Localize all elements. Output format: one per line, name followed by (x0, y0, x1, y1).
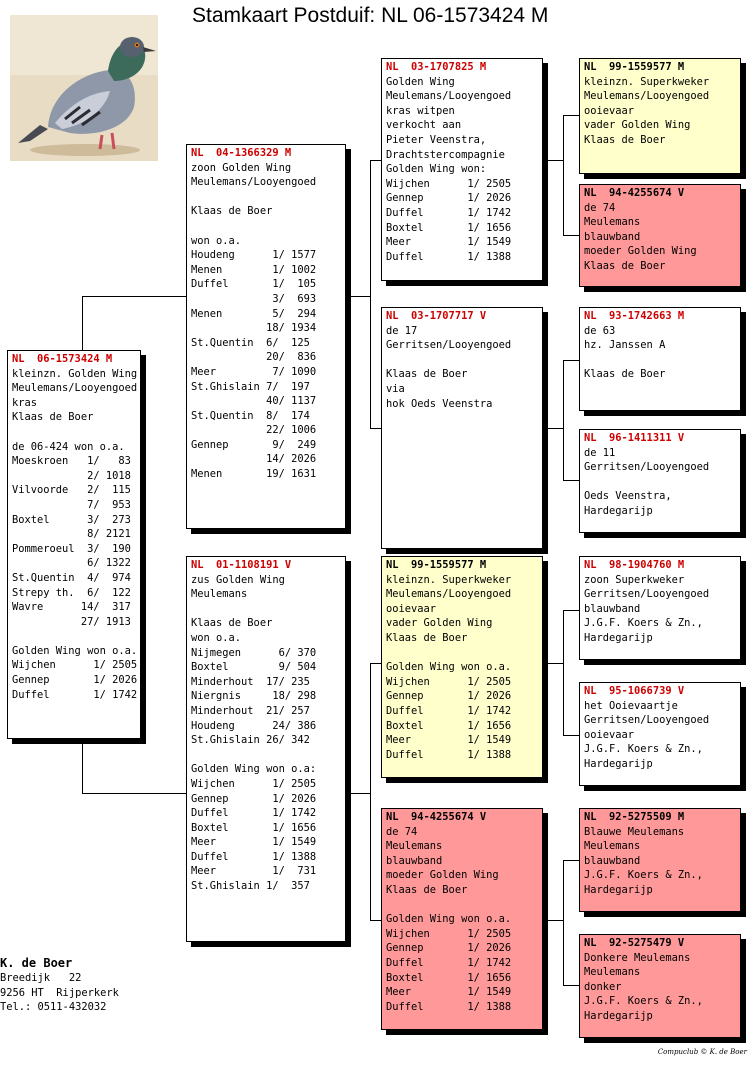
pedigree-line: 22/ 1006 (191, 424, 317, 437)
owner-street: Breedijk 22 (0, 972, 82, 984)
pigeon-ring-number: NL 03-1707717 V (386, 310, 487, 322)
pedigree-line: de 06-424 won o.a. (12, 440, 125, 453)
pedigree-line: donker (584, 980, 622, 993)
pedigree-line: via (386, 382, 405, 395)
pedigree-line: Klaas de Boer (191, 205, 273, 218)
pedigree-line: 14/ 2026 (191, 453, 317, 466)
maternal-grandmother-card (381, 808, 543, 1030)
connector-line (547, 428, 563, 429)
pedigree-line: Boxtel 1/ 1656 (386, 221, 512, 234)
pedigree-line: Donkere Meulemans (584, 951, 691, 964)
pedigree-line: zoon Superkweker (584, 573, 685, 586)
pedigree-line: Meulemans/Looyengoed (386, 90, 512, 103)
pedigree-line: won o.a. (191, 234, 242, 247)
connector-line (547, 920, 563, 921)
pedigree-line: Meer 1/ 1549 (386, 734, 512, 747)
pedigree-line: Gerritsen/Looyengoed (584, 461, 710, 474)
pedigree-line: Drachtstercompagnie (386, 148, 505, 161)
pedigree-line: Golden Wing won o.a. (386, 913, 512, 926)
great-grandparent-card-2 (579, 184, 741, 287)
pedigree-line: Meer 1/ 1549 (386, 986, 512, 999)
pedigree-line: Houdeng 24/ 386 (191, 719, 317, 732)
pedigree-line: hz. Janssen A (584, 339, 666, 352)
pedigree-line: Houdeng 1/ 1577 (191, 249, 317, 262)
pedigree-line: moeder Golden Wing (584, 245, 697, 258)
pedigree-line: Pieter Veenstra, (386, 133, 487, 146)
connector-line (563, 985, 580, 986)
pedigree-line: Gerritsen/Looyengoed (584, 714, 710, 727)
pedigree-line: Duffel 1/ 1388 (386, 250, 512, 263)
pedigree-line: 8/ 2121 (12, 528, 131, 541)
pedigree-line: Wijchen 1/ 2505 (12, 659, 138, 672)
pedigree-line: Nijmegen 6/ 370 (191, 646, 317, 659)
pedigree-line: Duffel 1/ 1388 (386, 1000, 512, 1013)
connector-line (82, 793, 187, 794)
great-grandparent-card-5 (579, 556, 741, 660)
pedigree-line: Oeds Veenstra, (584, 490, 672, 503)
pedigree-line: Gerritsen/Looyengoed (386, 339, 512, 352)
pedigree-line: Moeskroen 1/ 83 (12, 455, 131, 468)
pedigree-line: 40/ 1137 (191, 395, 317, 408)
pedigree-line: 20/ 836 (191, 351, 317, 364)
pedigree-line: Klaas de Boer (584, 368, 666, 381)
pedigree-line: Golden Wing won: (386, 163, 487, 176)
pedigree-line: Meulemans (191, 588, 248, 601)
pedigree-line: Meulemans (386, 840, 443, 853)
connector-line (563, 360, 580, 361)
pedigree-line: verkocht aan (386, 119, 462, 132)
pedigree-line: J.G.F. Koers & Zn., (584, 743, 703, 756)
pedigree-line: St.Quentin 6/ 125 (191, 336, 310, 349)
pedigree-line (386, 898, 538, 913)
pedigree-line: Klaas de Boer (386, 631, 468, 644)
pedigree-line: Blauwe Meulemans (584, 825, 685, 838)
pigeon-ring-number: NL 96-1411311 V (584, 432, 685, 444)
pedigree-line: Gennep 1/ 2026 (386, 942, 512, 955)
pedigree-line: Strepy th. 6/ 122 (12, 586, 131, 599)
page-title: Stamkaart Postduif: NL 06-1573424 M (192, 4, 549, 27)
pedigree-line: Minderhout 21/ 257 (191, 704, 310, 717)
pedigree-line: won o.a. (191, 631, 242, 644)
pedigree-line: Wijchen 1/ 2505 (191, 777, 317, 790)
pedigree-line: blauwband (584, 230, 641, 243)
pedigree-line: kleinzn. Superkweker (386, 573, 512, 586)
pedigree-line (191, 190, 341, 205)
connector-line (82, 739, 83, 793)
owner-phone: Tel.: 0511-432032 (0, 1001, 107, 1014)
pedigree-line: 3/ 693 (191, 292, 317, 305)
pigeon-photo (10, 15, 158, 161)
pedigree-line: Meulemans/Looyengoed (191, 176, 317, 189)
pedigree-line: Meulemans/Looyengoed (584, 90, 710, 103)
pigeon-ring-number: NL 94-4255674 V (584, 187, 685, 199)
pedigree-line: Vilvoorde 2/ 115 (12, 484, 131, 497)
pedigree-line: Boxtel 1/ 1656 (386, 719, 512, 732)
pedigree-line: Gennep 1/ 2026 (386, 690, 512, 703)
pedigree-line: Meer 1/ 1549 (386, 236, 512, 249)
pedigree-line: Klaas de Boer (584, 133, 666, 146)
pedigree-line: Hardegarijp (584, 631, 653, 644)
pedigree-line: Wijchen 1/ 2505 (386, 675, 512, 688)
connector-line (563, 115, 564, 235)
connector-line (563, 235, 580, 236)
pedigree-line: 27/ 1913 (12, 615, 131, 628)
pedigree-line: Pommeroeul 3/ 190 (12, 542, 131, 555)
pedigree-line (191, 748, 341, 763)
pedigree-line (386, 646, 538, 661)
footer-credit: Compuclub © K. de Boer (657, 1048, 747, 1056)
pedigree-line: Meer 1/ 731 (191, 865, 317, 878)
pedigree-line: St.Ghislain 26/ 342 (191, 734, 310, 747)
pedigree-line: Golden Wing won o.a: (191, 763, 317, 776)
pedigree-line: St.Ghislain 1/ 357 (191, 880, 310, 893)
connector-line (547, 663, 563, 664)
pigeon-ring-number: NL 93-1742663 M (584, 310, 685, 322)
pedigree-line: Gennep 9/ 249 (191, 438, 317, 451)
pedigree-line: kleinzn. Superkweker (584, 75, 710, 88)
pedigree-line: Gennep 1/ 2026 (12, 674, 138, 687)
maternal-grandfather-card (381, 556, 543, 778)
paternal-grandmother-card (381, 307, 543, 549)
connector-line (563, 735, 580, 736)
pedigree-line: J.G.F. Koers & Zn., (584, 995, 703, 1008)
pedigree-line: Duffel 1/ 1742 (12, 688, 138, 701)
connector-line (563, 115, 580, 116)
connector-line (370, 160, 371, 428)
connector-line (370, 663, 371, 920)
pedigree-line: blauwband (386, 854, 443, 867)
pedigree-line: Menen 5/ 294 (191, 307, 317, 320)
pedigree-line: moeder Golden Wing (386, 869, 499, 882)
pedigree-line: Klaas de Boer (12, 411, 94, 424)
pedigree-line: de 17 (386, 324, 418, 337)
pigeon-ring-number: NL 01-1108191 V (191, 559, 292, 571)
pigeon-ring-number: NL 99-1559577 M (584, 61, 685, 73)
pedigree-line: vader Golden Wing (386, 617, 493, 630)
pedigree-line: Hardegarijp (584, 883, 653, 896)
pedigree-line: Gennep 1/ 2026 (386, 192, 512, 205)
pedigree-line: kras (12, 396, 38, 409)
great-grandparent-card-3 (579, 307, 741, 411)
pedigree-line: Hardegarijp (584, 1009, 653, 1022)
pedigree-line: Duffel 1/ 1742 (191, 807, 317, 820)
pedigree-line: kras witpen (386, 104, 455, 117)
owner-name: K. de Boer (0, 956, 73, 970)
connector-line (547, 160, 563, 161)
pedigree-line: Meulemans/Looyengoed (12, 382, 138, 395)
pedigree-line: Klaas de Boer (386, 368, 468, 381)
pedigree-line: Menen 19/ 1631 (191, 468, 317, 481)
pedigree-line: Hardegarijp (584, 757, 653, 770)
connector-line (351, 296, 370, 297)
pedigree-line (584, 475, 736, 490)
pedigree-line: Meulemans (584, 966, 641, 979)
pedigree-line: Boxtel 1/ 1656 (191, 821, 317, 834)
pedigree-line: Duffel 1/ 1388 (386, 748, 512, 761)
great-grandparent-card-4 (579, 429, 741, 533)
connector-line (563, 360, 564, 480)
pedigree-line (191, 219, 341, 234)
pedigree-line: kleinzn. Golden Wing (12, 367, 138, 380)
pigeon-ring-number: NL 92-5275509 M (584, 811, 685, 823)
pigeon-ring-number: NL 99-1559577 M (386, 559, 487, 571)
pedigree-line: Niergnis 18/ 298 (191, 690, 317, 703)
pedigree-line: St.Quentin 4/ 974 (12, 571, 131, 584)
pedigree-line: Duffel 1/ 1742 (386, 956, 512, 969)
pedigree-line: Meulemans (584, 216, 641, 229)
pedigree-line: Golden Wing (386, 75, 455, 88)
pedigree-line: Wavre 14/ 317 (12, 601, 131, 614)
pigeon-ring-number: NL 06-1573424 M (12, 353, 113, 365)
pedigree-line: J.G.F. Koers & Zn., (584, 617, 703, 630)
great-grandparent-card-6 (579, 682, 741, 786)
pedigree-line: het Ooievaartje (584, 699, 678, 712)
pedigree-line: Boxtel 1/ 1656 (386, 971, 512, 984)
pedigree-line: ooievaar (584, 728, 635, 741)
pedigree-line: Boxtel 3/ 273 (12, 513, 131, 526)
pedigree-line (191, 602, 341, 617)
pigeon-ring-number: NL 94-4255674 V (386, 811, 487, 823)
mother-card (186, 556, 346, 942)
connector-line (563, 860, 564, 985)
great-grandparent-card-7 (579, 808, 741, 912)
pedigree-line: 18/ 1934 (191, 322, 317, 335)
connector-line (563, 860, 580, 861)
pedigree-line: J.G.F. Koers & Zn., (584, 869, 703, 882)
pedigree-line: 7/ 953 (12, 498, 131, 511)
father-card (186, 144, 346, 529)
pedigree-line (12, 629, 136, 644)
pedigree-line (584, 353, 736, 368)
pedigree-line: de 74 (584, 201, 616, 214)
pigeon-ring-number: NL 98-1904760 M (584, 559, 685, 571)
pedigree-line: ooievaar (386, 602, 437, 615)
pigeon-ring-number: NL 04-1366329 M (191, 147, 292, 159)
pedigree-line: blauwband (584, 602, 641, 615)
pedigree-line: Wijchen 1/ 2505 (386, 927, 512, 940)
great-grandparent-card-8 (579, 934, 741, 1038)
connector-line (563, 610, 580, 611)
paternal-grandfather-card (381, 58, 543, 281)
pedigree-line: St.Quentin 8/ 174 (191, 409, 310, 422)
pedigree-line: zoon Golden Wing (191, 161, 292, 174)
owner-contact (0, 955, 119, 1015)
pedigree-line: Duffel 1/ 1388 (191, 850, 317, 863)
pedigree-line: Gerritsen/Looyengoed (584, 588, 710, 601)
pedigree-line: Menen 1/ 1002 (191, 263, 317, 276)
pedigree-line: Duffel 1/ 1742 (386, 704, 512, 717)
pedigree-line: Minderhout 17/ 235 (191, 675, 310, 688)
pigeon-ring-number: NL 03-1707825 M (386, 61, 487, 73)
connector-line (82, 296, 83, 353)
pedigree-line (12, 425, 136, 440)
pedigree-line: Golden Wing won o.a. (12, 644, 138, 657)
pedigree-line: de 63 (584, 324, 616, 337)
pedigree-line: Boxtel 9/ 504 (191, 661, 317, 674)
pedigree-line: Wijchen 1/ 2505 (386, 177, 512, 190)
pedigree-line: hok Oeds Veenstra (386, 397, 493, 410)
subject-pigeon-card (7, 350, 141, 739)
pedigree-line: Hardegarijp (584, 504, 653, 517)
connector-line (563, 610, 564, 735)
pedigree-line: de 74 (386, 825, 418, 838)
pedigree-line: ooievaar (584, 104, 635, 117)
pedigree-line: vader Golden Wing (584, 119, 691, 132)
great-grandparent-card-1 (579, 58, 741, 174)
connector-line (563, 480, 580, 481)
pedigree-line: zus Golden Wing (191, 573, 285, 586)
pedigree-line: Klaas de Boer (386, 883, 468, 896)
pedigree-line: Golden Wing won o.a. (386, 661, 512, 674)
owner-city: 9256 HT Rijperkerk (0, 986, 119, 999)
pedigree-line: St.Ghislain 7/ 197 (191, 380, 310, 393)
pedigree-line: Meer 7/ 1090 (191, 365, 317, 378)
pigeon-ring-number: NL 92-5275479 V (584, 937, 685, 949)
pedigree-line: Meer 1/ 1549 (191, 836, 317, 849)
pedigree-line: Duffel 1/ 105 (191, 278, 317, 291)
pedigree-line: Meulemans (584, 840, 641, 853)
pedigree-line: Gennep 1/ 2026 (191, 792, 317, 805)
pigeon-ring-number: NL 95-1066739 V (584, 685, 685, 697)
pedigree-line: 6/ 1322 (12, 557, 131, 570)
pedigree-line: Duffel 1/ 1742 (386, 206, 512, 219)
pedigree-line: 2/ 1018 (12, 469, 131, 482)
pedigree-line: Klaas de Boer (584, 259, 666, 272)
pedigree-line: blauwband (584, 854, 641, 867)
connector-line (82, 296, 187, 297)
pedigree-line: Klaas de Boer (191, 617, 273, 630)
connector-line (351, 793, 370, 794)
pedigree-line (386, 353, 538, 368)
pedigree-line: Meulemans/Looyengoed (386, 588, 512, 601)
pedigree-line: de 11 (584, 446, 616, 459)
